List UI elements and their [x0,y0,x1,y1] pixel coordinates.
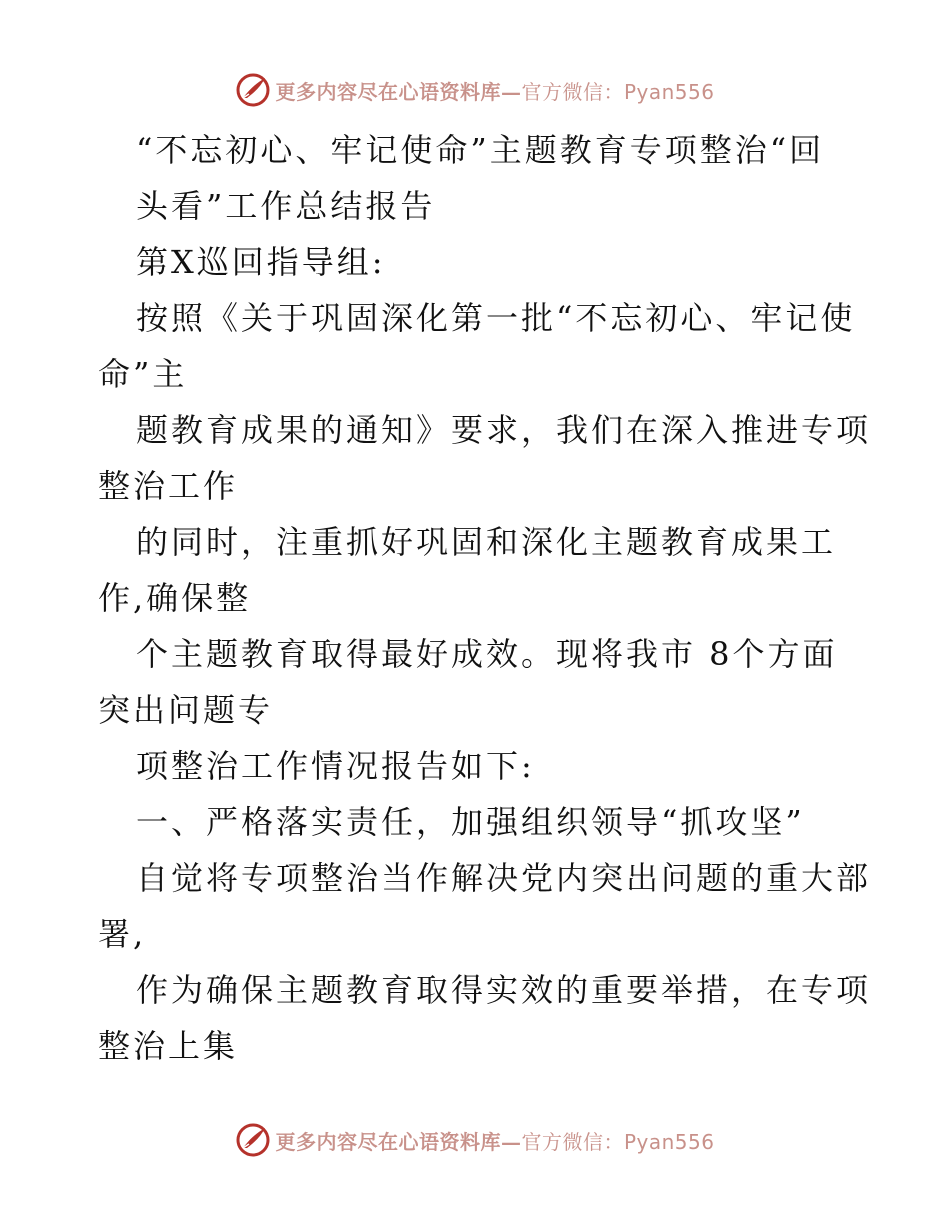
text-line: 作,确保整 [98,579,252,617]
text-line: 按照《关于巩固深化第一批“不忘初心、牢记使 [136,299,856,337]
text-line: 项整治工作情况报告如下: [136,747,535,785]
text-line: 整治工作 [98,467,239,505]
watermark-text [275,76,714,105]
quill-logo-icon [235,72,271,108]
watermark-text [275,1126,714,1155]
text-line: 自觉将专项整治当作解决党内突出问题的重大部 [136,859,872,897]
text-line: “不忘初心、牢记使命”主题教育专项整治“回 [136,131,825,169]
text-line: 突出问题专 [98,691,274,729]
watermark-footer [0,1118,950,1162]
text-line: 的同时，注重抓好巩固和深化主题教育成果工 [136,523,837,561]
text-line: 个主题教育取得最好成效。现将我市 8个方面 [136,635,838,673]
watermark-wechat: 官方微信：Pyan556 [521,1129,715,1154]
text-line: 命”主 [98,355,188,393]
quill-logo-icon [235,1122,271,1158]
text-line: 题教育成果的通知》要求，我们在深入推进专项 [136,411,872,449]
text-line: 第X巡回指导组: [136,243,386,281]
watermark-main: 更多内容尽在心语资料库— [275,1129,522,1154]
watermark-header [0,68,950,112]
text-line: 署, [98,915,147,953]
text-line: 一、严格落实责任，加强组织领导“抓攻坚” [136,803,805,841]
text-line: 作为确保主题教育取得实效的重要举措，在专项 [136,971,872,1009]
text-line: 头看”工作总结报告 [136,187,436,225]
watermark-wechat: 官方微信：Pyan556 [521,79,715,104]
text-line: 整治上集 [98,1027,239,1065]
document-body [98,122,872,1074]
watermark-main: 更多内容尽在心语资料库— [275,79,522,104]
